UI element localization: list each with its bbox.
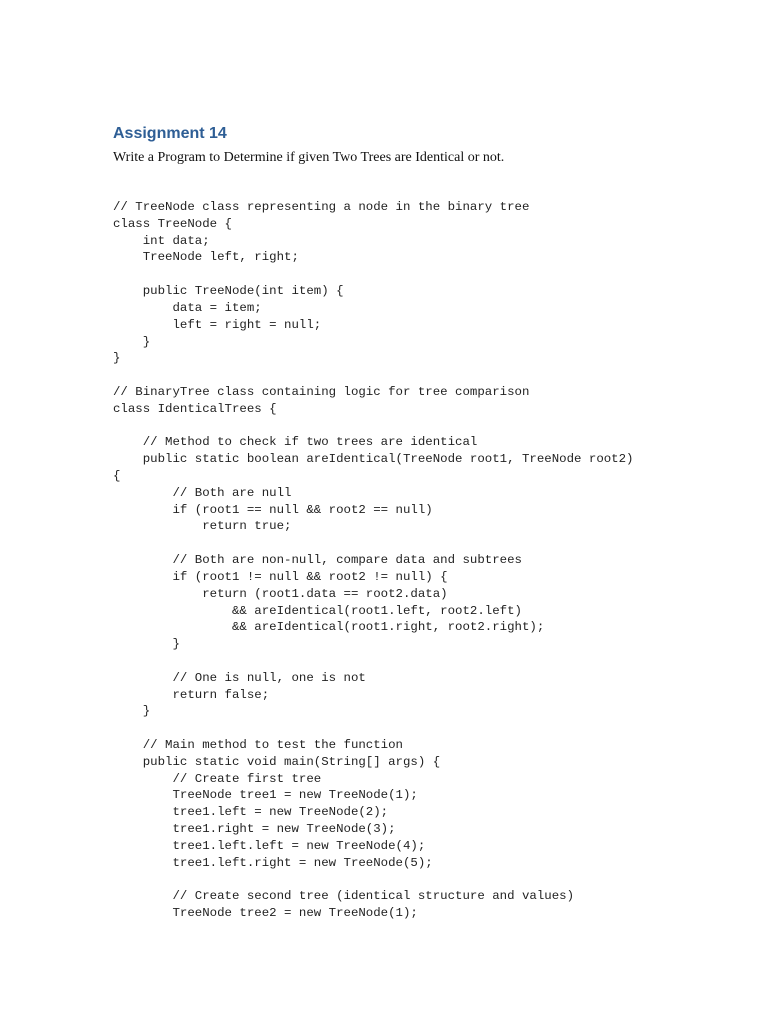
code-line: // Create first tree <box>113 771 322 786</box>
assignment-heading: Assignment 14 <box>113 125 227 142</box>
code-line: // One is null, one is not <box>113 670 366 685</box>
code-line: TreeNode left, right; <box>113 250 299 265</box>
code-line: TreeNode tree2 = new TreeNode(1); <box>113 906 418 921</box>
code-line: public TreeNode(int item) { <box>113 284 344 299</box>
code-line: public static void main(String[] args) { <box>113 754 441 769</box>
code-line <box>113 367 634 384</box>
code-line: // Method to check if two trees are identical <box>113 435 478 450</box>
code-line: left = right = null; <box>113 317 322 332</box>
code-line <box>113 266 634 283</box>
code-line: data = item; <box>113 300 262 315</box>
code-line: TreeNode tree1 = new TreeNode(1); <box>113 788 418 803</box>
code-line <box>113 418 634 435</box>
code-line: // Both are non-null, compare data and subtrees <box>113 553 522 568</box>
code-line: return (root1.data == root2.data) <box>113 586 448 601</box>
code-line: // Both are null <box>113 485 292 500</box>
code-line: if (root1 != null && root2 != null) { <box>113 569 448 584</box>
code-line: // BinaryTree class containing logic for tree comparison <box>113 384 530 399</box>
code-line: tree1.left = new TreeNode(2); <box>113 805 389 820</box>
code-line: return false; <box>113 687 270 702</box>
code-line: { <box>113 469 121 483</box>
code-line: } <box>113 334 151 349</box>
code-line: public static boolean areIdentical(TreeNode root1, TreeNode root2) <box>113 452 634 467</box>
code-line: tree1.left.left = new TreeNode(4); <box>113 838 426 853</box>
code-line: && areIdentical(root1.left, root2.left) <box>113 603 522 618</box>
code-line <box>113 535 634 552</box>
code-line: if (root1 == null && root2 == null) <box>113 502 433 517</box>
code-line: && areIdentical(root1.right, root2.right); <box>113 620 545 635</box>
code-line: } <box>113 637 180 652</box>
code-line: int data; <box>113 233 210 248</box>
code-line: class TreeNode { <box>113 216 232 231</box>
code-line: return true; <box>113 519 292 534</box>
code-line <box>113 872 634 889</box>
code-line: // Create second tree (identical structure and values) <box>113 889 575 904</box>
code-line <box>113 720 634 737</box>
code-block <box>113 199 634 922</box>
code-line <box>113 653 634 670</box>
assignment-subtitle: Write a Program to Determine if given Two Trees are Identical or not. <box>113 150 505 165</box>
code-line: // TreeNode class representing a node in the binary tree <box>113 200 530 214</box>
code-line: } <box>113 704 151 719</box>
code-line: // Main method to test the function <box>113 738 403 752</box>
code-line: } <box>113 351 121 366</box>
code-line: class IdenticalTrees { <box>113 401 277 416</box>
code-line: tree1.left.right = new TreeNode(5); <box>113 855 433 870</box>
code-line: tree1.right = new TreeNode(3); <box>113 822 396 837</box>
